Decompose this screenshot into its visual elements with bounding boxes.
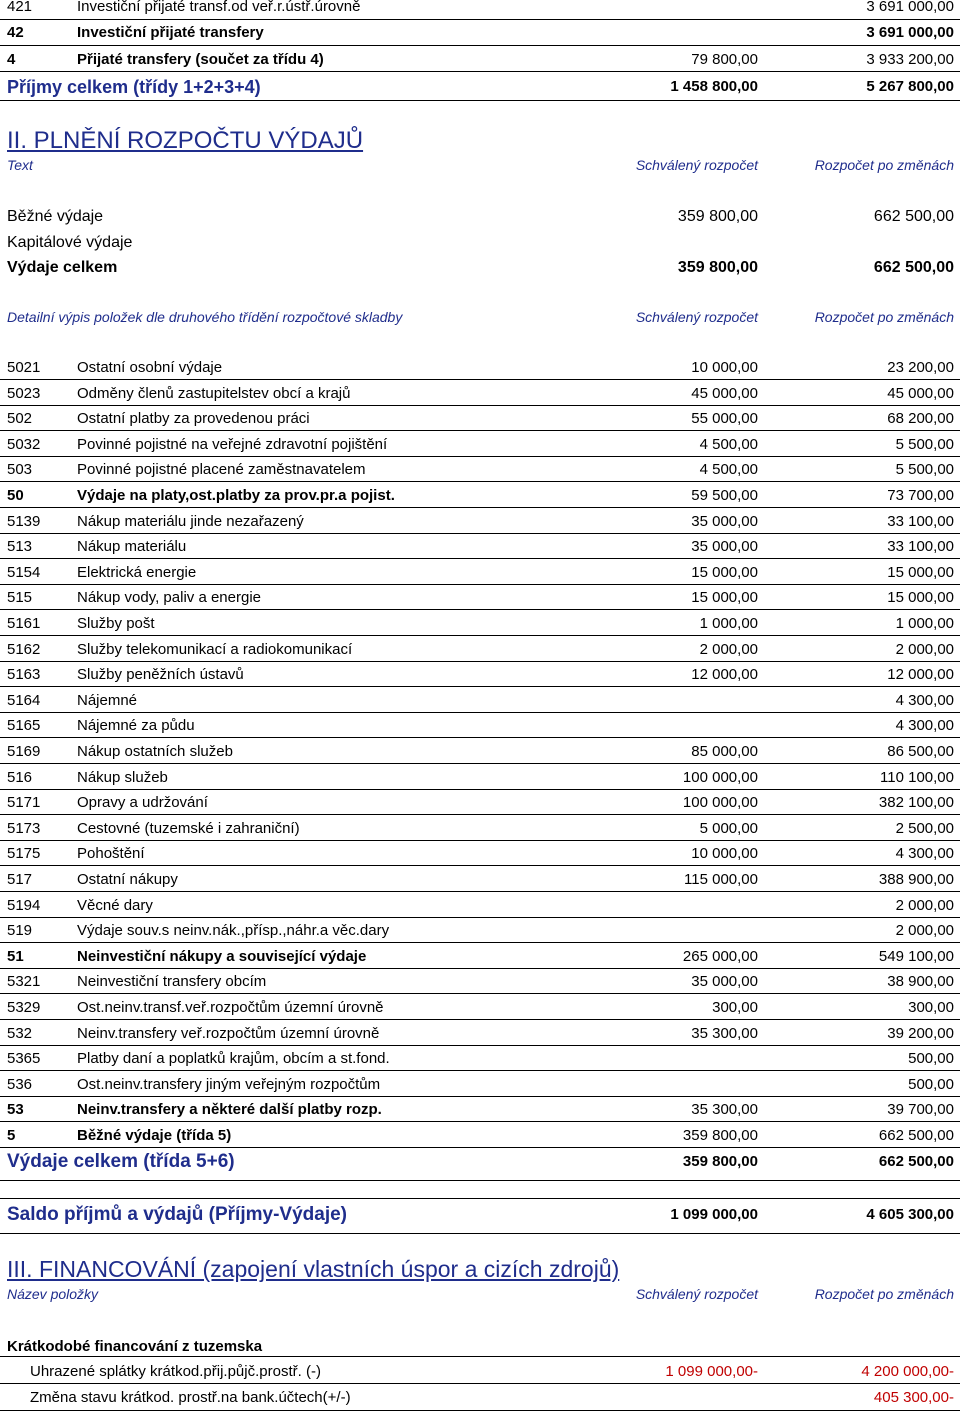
row-divider [0,507,960,508]
row-text: Nákup vody, paliv a energie [77,589,261,606]
row-code: 5173 [7,820,41,837]
row-text: Výdaje na platy,ost.platby za prov.pr.a pojist. [77,487,395,504]
row-text: Neinv.transfery a některé další platby rozp. [77,1101,382,1118]
row-changed-value: 86 500,00 [887,743,954,760]
income-total-changed: 5 267 800,00 [866,78,954,95]
row-code: 421 [7,0,33,15]
row-text: Cestovné (tuzemské i zahraniční) [77,820,300,837]
row-changed-value: 300,00 [908,999,954,1016]
row-changed-value: 382 100,00 [878,794,954,811]
row-divider [0,71,960,72]
row-approved-value: 35 000,00 [691,973,758,990]
row-text: Ostatní osobní výdaje [77,359,223,376]
row-code: 5365 [7,1050,41,1067]
row-divider [0,379,960,380]
row-divider [0,635,960,636]
row-text: Přijaté transfery (součet za třídu 4) [77,51,324,68]
row-approved-value: 10 000,00 [691,359,758,376]
row-divider [0,712,960,713]
row-changed-value: 23 200,00 [887,359,954,376]
row-code: 4 [7,51,16,68]
row-divider [0,1198,960,1199]
expense-total-label: Výdaje celkem (třída 5+6) [7,1151,235,1172]
row-changed-value: 3 933 200,00 [866,51,954,68]
group-title: Krátkodobé financování z tuzemska [7,1338,263,1355]
row-code: 532 [7,1025,33,1042]
row-approved-value: 15 000,00 [691,564,758,581]
row-divider [0,533,960,534]
row-changed-value: 388 900,00 [878,871,954,888]
income-total-row [0,77,960,102]
row-code: 515 [7,589,33,606]
row-divider [0,865,960,866]
row-text: Služby peněžních ústavů [77,666,244,683]
row-approved-value: 55 000,00 [691,410,758,427]
row-code: 53 [7,1101,24,1118]
row-divider [0,737,960,738]
column-header-approved: Schválený rozpočet [635,157,758,173]
row-divider [0,993,960,994]
row-divider [0,686,960,687]
row-divider [0,1233,960,1234]
summary-changed: 662 500,00 [873,259,954,276]
row-changed-value: 3 691 000,00 [866,24,954,41]
row-divider [0,840,960,841]
row-approved-value: 115 000,00 [684,871,758,888]
row-divider [0,1147,960,1148]
row-changed-value: 3 691 000,00 [866,0,954,15]
row-text: Ost.neinv.transf.veř.rozpočtům územní úrovně [77,999,384,1016]
financing-changed: 405 300,00- [873,1389,954,1406]
row-code: 517 [7,871,33,888]
row-approved-value: 100 000,00 [682,794,758,811]
row-code: 42 [7,24,24,41]
row-approved-value: 45 000,00 [691,385,758,402]
column-header-changed: Rozpočet po změnách [814,157,954,173]
row-changed-value: 2 000,00 [895,641,954,658]
row-code: 5329 [7,999,41,1016]
column-header-name: Název položky [7,1286,99,1302]
row-text: Investiční přijaté transf.od veř.r.ústř.úrovně [77,0,361,15]
row-code: 5194 [7,897,41,914]
income-total-label: Příjmy celkem (třídy 1+2+3+4) [7,77,261,97]
detail-header: Detailní výpis položek dle druhového třídění rozpočtové skladby [7,309,403,325]
row-approved-value: 1 000,00 [699,615,758,632]
row-changed-value: 45 000,00 [887,385,954,402]
row-divider [0,1045,960,1046]
row-divider [0,917,960,918]
row-text: Neinvestiční nákupy a související výdaje [77,948,367,965]
row-code: 5 [7,1127,16,1144]
row-code: 502 [7,410,33,427]
section-title: III. FINANCOVÁNÍ (zapojení vlastních úspor a cizích zdrojů) [7,1256,620,1282]
row-changed-value: 500,00 [908,1076,954,1093]
row-divider [0,789,960,790]
row-approved-value: 12 000,00 [691,666,758,683]
row-text: Nákup služeb [77,769,168,786]
row-divider [0,1356,960,1357]
balance-approved: 1 099 000,00 [670,1206,758,1223]
row-code: 5171 [7,794,41,811]
row-code: 5154 [7,564,41,581]
expense-total-row [0,1152,960,1177]
balance-changed: 4 605 300,00 [866,1206,954,1223]
balance-row [0,1205,960,1230]
detail-header-approved: Schválený rozpočet [635,309,758,325]
row-text: Neinv.transfery veř.rozpočtům územní úrovně [77,1025,380,1042]
row-approved-value: 359 800,00 [682,1127,758,1144]
row-changed-value: 15 000,00 [887,589,954,606]
row-code: 5162 [7,641,41,658]
row-changed-value: 73 700,00 [887,487,954,504]
row-code: 513 [7,538,33,555]
summary-row [0,258,960,283]
row-changed-value: 5 500,00 [895,461,954,478]
expense-total-approved: 359 800,00 [682,1153,758,1170]
row-approved-value: 300,00 [712,999,758,1016]
row-approved-value: 5 000,00 [699,820,758,837]
column-header-text: Text [7,157,33,173]
row-text: Platby daní a poplatků krajům, obcím a st.fond. [77,1050,390,1067]
row-approved-value: 15 000,00 [691,589,758,606]
row-changed-value: 68 200,00 [887,410,954,427]
row-divider [0,1410,960,1411]
row-text: Nájemné [77,692,138,709]
row-text: Nákup materiálu jinde nezařazený [77,513,304,530]
row-divider [0,1096,960,1097]
row-text: Investiční přijaté transfery [77,24,264,41]
row-divider [0,456,960,457]
row-divider [0,1180,960,1181]
row-approved-value: 10 000,00 [691,845,758,862]
row-changed-value: 549 100,00 [878,948,954,965]
expense-total-changed: 662 500,00 [878,1153,954,1170]
row-changed-value: 15 000,00 [887,564,954,581]
balance-label: Saldo příjmů a výdajů (Příjmy-Výdaje) [7,1204,347,1225]
row-changed-value: 12 000,00 [887,666,954,683]
row-changed-value: 2 500,00 [895,820,954,837]
summary-changed: 662 500,00 [873,208,954,225]
row-changed-value: 39 700,00 [887,1101,954,1118]
row-text: Věcné dary [77,897,153,914]
row-text: Elektrická energie [77,564,197,581]
row-text: Nákup materiálu [77,538,187,555]
row-changed-value: 1 000,00 [895,615,954,632]
summary-label: Výdaje celkem [7,259,118,276]
row-divider [0,1070,960,1071]
row-changed-value: 662 500,00 [878,1127,954,1144]
row-code: 5164 [7,692,41,709]
row-divider [0,814,960,815]
summary-approved: 359 800,00 [677,259,758,276]
row-changed-value: 4 300,00 [895,717,954,734]
financing-text: Uhrazené splátky krátkod.přij.půjč.prostř. (-) [30,1363,321,1380]
row-divider [0,19,960,20]
row-divider [0,584,960,585]
section-title: II. PLNĚNÍ ROZPOČTU VÝDAJŮ [7,127,364,154]
row-text: Služby telekomunikací a radiokomunikací [77,641,353,658]
row-approved-value: 79 800,00 [691,51,758,68]
detail-header-changed: Rozpočet po změnách [814,309,954,325]
column-header-changed: Rozpočet po změnách [814,1286,954,1302]
row-code: 536 [7,1076,33,1093]
row-text: Služby pošt [77,615,155,632]
row-approved-value: 2 000,00 [699,641,758,658]
financing-approved: 1 099 000,00- [665,1363,758,1380]
income-total-approved: 1 458 800,00 [670,78,758,95]
row-changed-value: 5 500,00 [895,436,954,453]
row-divider [0,609,960,610]
row-approved-value: 35 000,00 [691,538,758,555]
row-divider [0,45,960,46]
summary-row [0,207,960,232]
row-divider [0,763,960,764]
row-divider [0,1019,960,1020]
row-code: 5163 [7,666,41,683]
row-approved-value: 35 000,00 [691,513,758,530]
financing-text: Změna stavu krátkod. prostř.na bank.účtech(+/-) [30,1389,351,1406]
row-approved-value: 4 500,00 [699,436,758,453]
row-code: 5321 [7,973,41,990]
row-code: 503 [7,461,33,478]
row-divider [0,405,960,406]
row-changed-value: 4 300,00 [895,845,954,862]
row-changed-value: 500,00 [908,1050,954,1067]
row-changed-value: 33 100,00 [887,513,954,530]
row-changed-value: 38 900,00 [887,973,954,990]
row-divider [0,942,960,943]
row-text: Ost.neinv.transfery jiným veřejným rozpočtům [77,1076,381,1093]
row-changed-value: 33 100,00 [887,538,954,555]
row-changed-value: 39 200,00 [887,1025,954,1042]
row-code: 5032 [7,436,41,453]
row-text: Opravy a udržování [77,794,208,811]
row-code: 50 [7,487,24,504]
row-text: Povinné pojistné placené zaměstnavatelem [77,461,366,478]
row-divider [0,1121,960,1122]
row-code: 516 [7,769,33,786]
row-approved-value: 35 300,00 [691,1025,758,1042]
row-text: Ostatní platby za provedenou práci [77,410,310,427]
row-changed-value: 110 100,00 [880,769,954,786]
column-header-approved: Schválený rozpočet [635,1286,758,1302]
summary-label: Kapitálové výdaje [7,234,133,251]
row-divider [0,100,960,101]
row-code: 5165 [7,717,41,734]
row-code: 5169 [7,743,41,760]
row-approved-value: 4 500,00 [699,461,758,478]
row-divider [0,891,960,892]
row-changed-value: 2 000,00 [895,922,954,939]
row-code: 5139 [7,513,41,530]
row-text: Neinvestiční transfery obcím [77,973,267,990]
row-text: Výdaje souv.s neinv.nák.,přísp.,náhr.a věc.dary [77,922,390,939]
row-text: Odměny členů zastupitelstev obcí a krajů [77,385,351,402]
row-divider [0,558,960,559]
row-changed-value: 4 300,00 [895,692,954,709]
row-divider [0,430,960,431]
row-approved-value: 265 000,00 [682,948,758,965]
row-code: 51 [7,948,24,965]
row-approved-value: 59 500,00 [691,487,758,504]
row-text: Nákup ostatních služeb [77,743,233,760]
row-divider [0,661,960,662]
financing-changed: 4 200 000,00- [861,1363,954,1380]
row-approved-value: 85 000,00 [691,743,758,760]
row-divider [0,481,960,482]
row-text: Nájemné za půdu [77,717,195,734]
row-text: Běžné výdaje (třída 5) [77,1127,232,1144]
row-code: 5161 [7,615,41,632]
row-text: Ostatní nákupy [77,871,178,888]
row-approved-value: 35 300,00 [691,1101,758,1118]
row-divider [0,1383,960,1384]
row-code: 5021 [7,359,41,376]
row-text: Pohoštění [77,845,145,862]
row-approved-value: 100 000,00 [682,769,758,786]
row-text: Povinné pojistné na veřejné zdravotní pojištění [77,436,388,453]
summary-row [0,233,960,258]
row-changed-value: 2 000,00 [895,897,954,914]
summary-approved: 359 800,00 [677,208,758,225]
row-code: 519 [7,922,33,939]
row-divider [0,968,960,969]
summary-label: Běžné výdaje [7,208,104,225]
row-code: 5023 [7,385,41,402]
row-code: 5175 [7,845,41,862]
